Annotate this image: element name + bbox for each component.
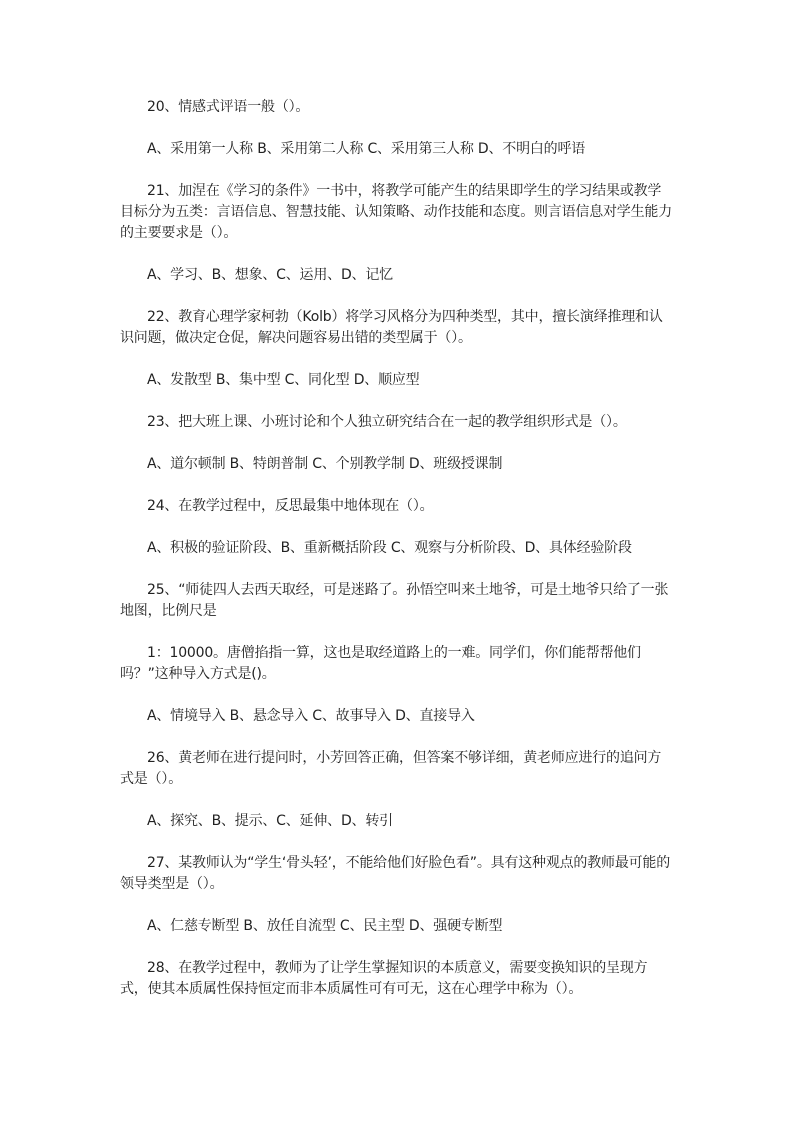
options-20: A、采用第一人称 B、采用第二人称 C、采用第三人称 D、不明白的呼语 xyxy=(147,141,586,157)
question-21: 21、加涅在《学习的条件》一书中，将教学可能产生的结果即学生的学习结果或教学目标分为五类：言语信息、智慧技能、认知策略、动作技能和态度。则言语信息对学生能力的主要要求是（）。 xyxy=(120,183,672,241)
options-23: A、道尔顿制 B、特朗普制 C、个别教学制 D、班级授课制 xyxy=(147,456,503,472)
question-28: 28、在教学过程中，教师为了让学生掌握知识的本质意义，需要变换知识的呈现方式，使其本质属性保持恒定而非本质属性可有可无，这在心理学中称为（）。 xyxy=(120,960,648,997)
question-27: 27、某教师认为“学生‘骨头轻’，不能给他们好脸色看”。具有这种观点的教师最可能的领导类型是（）。 xyxy=(120,855,671,892)
question-24: 24、在教学过程中，反思最集中地体现在（）。 xyxy=(147,498,434,514)
options-21: A、学习、B、想象、C、运用、D、记忆 xyxy=(147,267,393,283)
options-24: A、积极的验证阶段、B、重新概括阶段 C、观察与分析阶段、D、具体经验阶段 xyxy=(147,540,632,556)
question-23: 23、把大班上课、小班讨论和个人独立研究结合在一起的教学组织形式是（）。 xyxy=(147,414,627,430)
question-20: 20、情感式评语一般（）。 xyxy=(147,99,310,115)
options-22: A、发散型 B、集中型 C、同化型 D、顺应型 xyxy=(147,372,420,388)
options-25: A、情境导入 B、悬念导入 C、故事导入 D、直接导入 xyxy=(147,708,475,724)
question-26: 26、黄老师在进行提问时，小芳回答正确，但答案不够详细，黄老师应进行的追问方式是（）。 xyxy=(120,750,662,787)
question-25-part-2: 1：10000。唐僧掐指一算，这也是取经道路上的一难。同学们，你们能帮帮他们吗？”这种导入方式是()。 xyxy=(120,645,641,682)
question-25-part-1: 25、“师徒四人去西天取经，可是迷路了。孙悟空叫来土地爷，可是土地爷只给了一张地图，比例尺是 xyxy=(120,582,669,619)
options-27: A、仁慈专断型 B、放任自流型 C、民主型 D、强硬专断型 xyxy=(147,918,503,934)
options-26: A、探究、B、提示、C、延伸、D、转引 xyxy=(147,813,393,829)
question-22: 22、教育心理学家柯勃（Kolb）将学习风格分为四种类型，其中，擅长演绎推理和认识问题，做决定仓促，解决问题容易出错的类型属于（）。 xyxy=(120,309,663,346)
document-page xyxy=(120,97,674,1021)
